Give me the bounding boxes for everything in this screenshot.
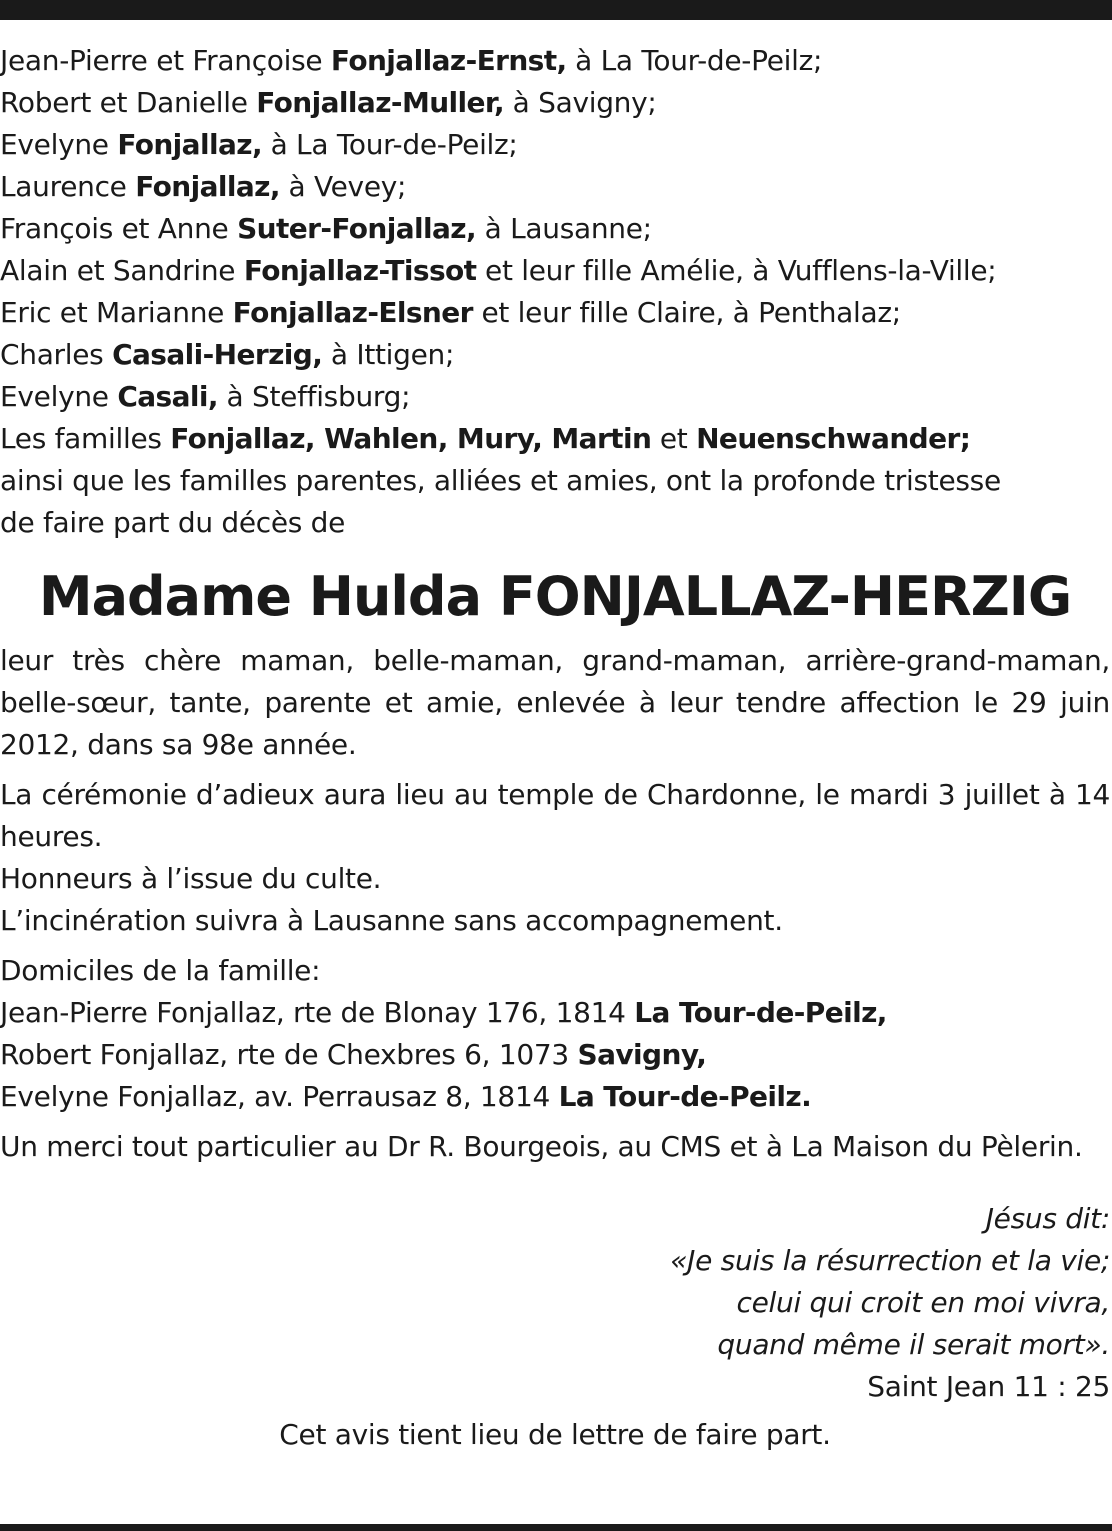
deceased-name: Madame Hulda FONJALLAZ-HERZIG bbox=[38, 565, 1072, 628]
family-surname: Fonjallaz, bbox=[117, 128, 262, 161]
domiciles-heading: Domiciles de la famille: bbox=[0, 954, 321, 987]
family-line: Eric et Marianne Fonjallaz-Elsner et leur fille Claire, à Penthalaz; bbox=[0, 296, 901, 329]
family-line: François et Anne Suter-Fonjallaz, à Lausanne; bbox=[0, 212, 652, 245]
family-surname: Neuenschwander; bbox=[696, 422, 971, 455]
quote-line: «Je suis la résurrection et la vie; bbox=[670, 1244, 1110, 1277]
family-surname: Fonjallaz, bbox=[135, 170, 280, 203]
domicile-line: Jean-Pierre Fonjallaz, rte de Blonay 176, 1814 La Tour-de-Peilz, bbox=[0, 996, 887, 1029]
intro-line: de faire part du décès de bbox=[0, 506, 346, 539]
family-line: Alain et Sandrine Fonjallaz-Tissot et leur fille Amélie, à Vufflens-la-Ville; bbox=[0, 254, 997, 287]
family-list bbox=[0, 40, 1110, 544]
family-line: Charles Casali-Herzig, à Ittigen; bbox=[0, 338, 455, 371]
family-line: Robert et Danielle Fonjallaz-Muller, à Savigny; bbox=[0, 86, 657, 119]
quote-line: celui qui croit en moi vivra, bbox=[736, 1286, 1110, 1319]
families-line: Les familles Fonjallaz, Wahlen, Mury, Martin et Neuenschwander; bbox=[0, 422, 971, 455]
incineration-line: L’incinération suivra à Lausanne sans accompagnement. bbox=[0, 904, 783, 937]
domicile-line: Robert Fonjallaz, rte de Chexbres 6, 1073 Savigny, bbox=[0, 1038, 707, 1071]
quote-line: Jésus dit: bbox=[985, 1202, 1110, 1235]
family-surname: Casali, bbox=[117, 380, 218, 413]
family-surname: Casali-Herzig, bbox=[112, 338, 323, 371]
family-surname: Fonjallaz-Elsner bbox=[232, 296, 473, 329]
family-surname: Fonjallaz-Muller, bbox=[256, 86, 505, 119]
domicile-town: Savigny, bbox=[577, 1038, 707, 1071]
family-surname: Fonjallaz-Tissot bbox=[243, 254, 477, 287]
quote-line: quand même il serait mort». bbox=[717, 1328, 1110, 1361]
bible-quote bbox=[0, 1198, 1110, 1408]
intro-line: ainsi que les familles parentes, alliées et amies, ont la profonde tristesse bbox=[0, 464, 1001, 497]
honours-line: Honneurs à l’issue du culte. bbox=[0, 862, 382, 895]
family-line: Evelyne Fonjallaz, à La Tour-de-Peilz; bbox=[0, 128, 518, 161]
family-surnames: Fonjallaz, Wahlen, Mury, Martin bbox=[170, 422, 652, 455]
family-line: Laurence Fonjallaz, à Vevey; bbox=[0, 170, 407, 203]
family-surname: Suter-Fonjallaz, bbox=[237, 212, 477, 245]
top-rule bbox=[0, 0, 1112, 20]
domicile-town: La Tour-de-Peilz. bbox=[558, 1080, 812, 1113]
domicile-line: Evelyne Fonjallaz, av. Perrausaz 8, 1814 La Tour-de-Peilz. bbox=[0, 1080, 812, 1113]
footer-note: Cet avis tient lieu de lettre de faire part. bbox=[279, 1418, 831, 1451]
thanks-paragraph: Un merci tout particulier au Dr R. Bourgeois, au CMS et à La Maison du Pèlerin. bbox=[0, 1130, 1083, 1163]
family-line: Evelyne Casali, à Steffisburg; bbox=[0, 380, 411, 413]
bottom-rule bbox=[0, 1524, 1112, 1531]
ceremony-paragraph: La cérémonie d’adieux aura lieu au temple de Chardonne, le mardi 3 juillet à 14 heures. bbox=[0, 778, 1110, 853]
domicile-town: La Tour-de-Peilz, bbox=[634, 996, 887, 1029]
tribute-paragraph: leur très chère maman, belle-maman, grand-maman, arrière-grand-maman, belle-sœur, tante, parente et amie, enlevée à leur tendre affection le 29 juin 2012, dans sa 98e année. bbox=[0, 644, 1110, 761]
family-surname: Fonjallaz-Ernst, bbox=[330, 44, 567, 77]
quote-reference: Saint Jean 11 : 25 bbox=[867, 1370, 1110, 1403]
obituary-notice bbox=[0, 40, 1110, 1456]
family-line: Jean-Pierre et Françoise Fonjallaz-Ernst, à La Tour-de-Peilz; bbox=[0, 44, 823, 77]
